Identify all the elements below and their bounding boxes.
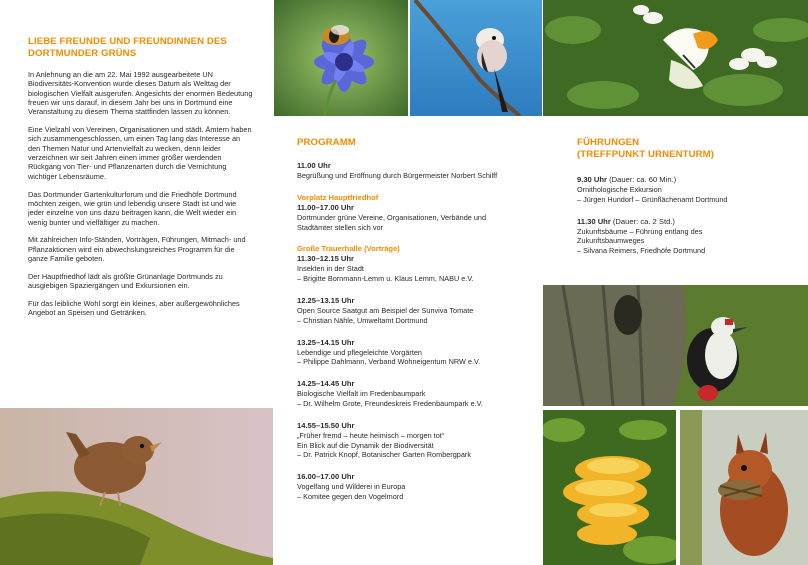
entry-time: 13.25–14.15 Uhr (297, 337, 355, 347)
entry-line: Insekten in der Stadt (297, 264, 364, 274)
entry-line: „Früher fremd – heute heimisch – morgen tot“ (297, 430, 445, 440)
talk-entry (297, 421, 537, 460)
entry-time: 12.25–13.15 Uhr (297, 295, 355, 305)
talk-entry (297, 472, 537, 502)
tour-duration: (Dauer: ca. 2 Std.) (610, 216, 675, 226)
entry-line: – Dr. Patrick Knopf, Botanischer Garten Rombergpark (297, 450, 471, 460)
intro-title-line: DORTMUNDER GRÜNS (28, 48, 137, 59)
fuehrungen-title (577, 137, 797, 161)
entry-line: – Brigitte Bornmann-Lemm u. Klaus Lemm, NABU e.V. (297, 274, 474, 284)
tour-time: 11.30 Uhr (577, 216, 611, 226)
intro-paragraph: Der Hauptfriedhof lädt als größte Grünanlage Dortmunds zu ausgiebigen Spaziergängen und Exkursionen ein. (28, 271, 223, 291)
entry-line: Ornithologische Exkursion (577, 185, 662, 194)
entry-line: – Dr. Wilhelm Grote, Freundeskreis Fredenbaumpark e.V. (297, 398, 483, 408)
entry-line: – Jürgen Hundorf – Grünflächenamt Dortmund (577, 194, 728, 204)
entry-time: 16.00–17.00 Uhr (297, 472, 355, 482)
intro-paragraph: In Anlehnung an die am 22. Mai 1992 ausgearbeitete UN Biodiversitäts-Konvention wurde dieses Datum als Welttag der biologischen Vielfalt ausgerufen. Angesichts der enormen Bedeutung freuen wir uns darauf, in diesem Jahr bei uns in Dortmund eine Veranstaltung zu diesem Thema stattfinden lassen zu können. (28, 70, 253, 117)
intro-section (28, 36, 253, 326)
intro-title (28, 36, 253, 60)
fuehrungen-title-line: FÜHRUNGEN (577, 137, 640, 148)
entry-time: 11.30–12.15 Uhr (297, 254, 354, 264)
programm-section (297, 137, 537, 514)
tour-duration: (Dauer: ca. 60 Min.) (606, 175, 677, 184)
intro-paragraph: Mit zahlreichen Info-Ständen, Vorträgen, Führungen, Mitmach- und Pflanzaktionen wird ein abwechslungsreiches Programm für die ganze Familie geboten. (28, 235, 246, 264)
entry-time: 14.55–15.50 Uhr (297, 420, 355, 430)
entry-line: Stadtämter stellen sich vor (297, 222, 383, 232)
programm-title: PROGRAMM (297, 137, 356, 148)
entry-line: – Christian Nähle, Umweltamt Dortmund (297, 315, 428, 325)
vorplatz-subtitle: Vorplatz Hauptfriedhof (297, 192, 379, 202)
fuehrungen-title-line: (TREFFPUNKT URNENTURM) (577, 149, 715, 160)
photo-squirrel (680, 410, 808, 565)
entry-line: Open Source Saatgut am Beispiel der Sunviva Tomate (297, 305, 474, 315)
intro-paragraph: Eine Vielzahl von Vereinen, Organisationen und städt. Ämtern haben sich zusammengeschlossen, um einen Tag lang das Interesse an den Themen Natur und Artenvielfalt zu wecken, denn leider verzeichnen wir seit Jahren einen immer größer werdenden Rückgang von Tier- und Pflanzenarten durch die Vernichtung wichtiger Lebensräume. (28, 125, 252, 181)
photo-wren (0, 408, 273, 565)
talk-entry (297, 254, 537, 284)
talk-entry (297, 379, 537, 409)
photo-long-tailed-tit (410, 0, 542, 116)
intro-paragraph: Für das leibliche Wohl sorgt ein kleines, aber außergewöhnliches Angebot an Speisen und Getränken. (28, 298, 240, 318)
entry-line: Lebendige und pflegeleichte Vorgärten (297, 347, 422, 357)
opening-entry (297, 161, 537, 181)
intro-title-line: LIEBE FREUNDE UND FREUNDINNEN DES (28, 36, 227, 47)
entry-line: Vogelfang und Wilderei in Europa (297, 482, 406, 492)
intro-paragraph: Das Dortmunder Gartenkulturforum und die Friedhöfe Dortmund möchten zeigen, wie grün und lebendig unsere Stadt ist und wie jeder einzelne von uns dazu beitragen kann, die Welt wieder ein wenig bunter und vielfältiger zu machen. (28, 189, 237, 227)
entry-time (577, 217, 797, 227)
entry-time: 14.25–14.45 Uhr (297, 379, 355, 389)
entry-time: 11.00–17.00 Uhr (297, 202, 354, 212)
vorplatz-entry (297, 193, 537, 233)
halle-subtitle: Große Trauerhalle (Vorträge) (297, 244, 400, 254)
entry-time (577, 175, 797, 185)
entry-line: Ein Blick auf die Dynamik der Biodiversität (297, 440, 434, 450)
photo-bee-cornflower (274, 0, 408, 116)
entry-line: Zukunftsbäume – Führung entlang des (577, 226, 703, 236)
entry-line: Biologische Vielfalt im Fredenbaumpark (297, 389, 426, 399)
entry-line: – Komitee gegen den Vogelmord (297, 491, 404, 501)
talk-entry (297, 338, 537, 368)
talk-entry (297, 296, 537, 326)
entry-line: Begrüßung und Eröffnung durch Bürgermeister Norbert Schilff (297, 171, 498, 180)
photo-fungus (543, 410, 676, 565)
photo-orange-tip-butterfly (543, 0, 808, 116)
entry-line: – Silvana Reimers, Friedhöfe Dortmund (577, 246, 706, 256)
tour-entry (577, 217, 797, 256)
entry-line: Zukunftsbaumweges (577, 236, 645, 246)
entry-line: – Philippe Dahlmann, Verband Wohneigentum NRW e.V. (297, 357, 481, 367)
photo-woodpecker (543, 285, 808, 406)
entry-line: Dortmunder grüne Vereine, Organisationen, Verbände und (297, 212, 487, 222)
tour-entry (577, 175, 797, 205)
entry-time: 11.00 Uhr (297, 161, 331, 170)
tour-time: 9.30 Uhr (577, 175, 607, 184)
fuehrungen-section (577, 137, 797, 268)
